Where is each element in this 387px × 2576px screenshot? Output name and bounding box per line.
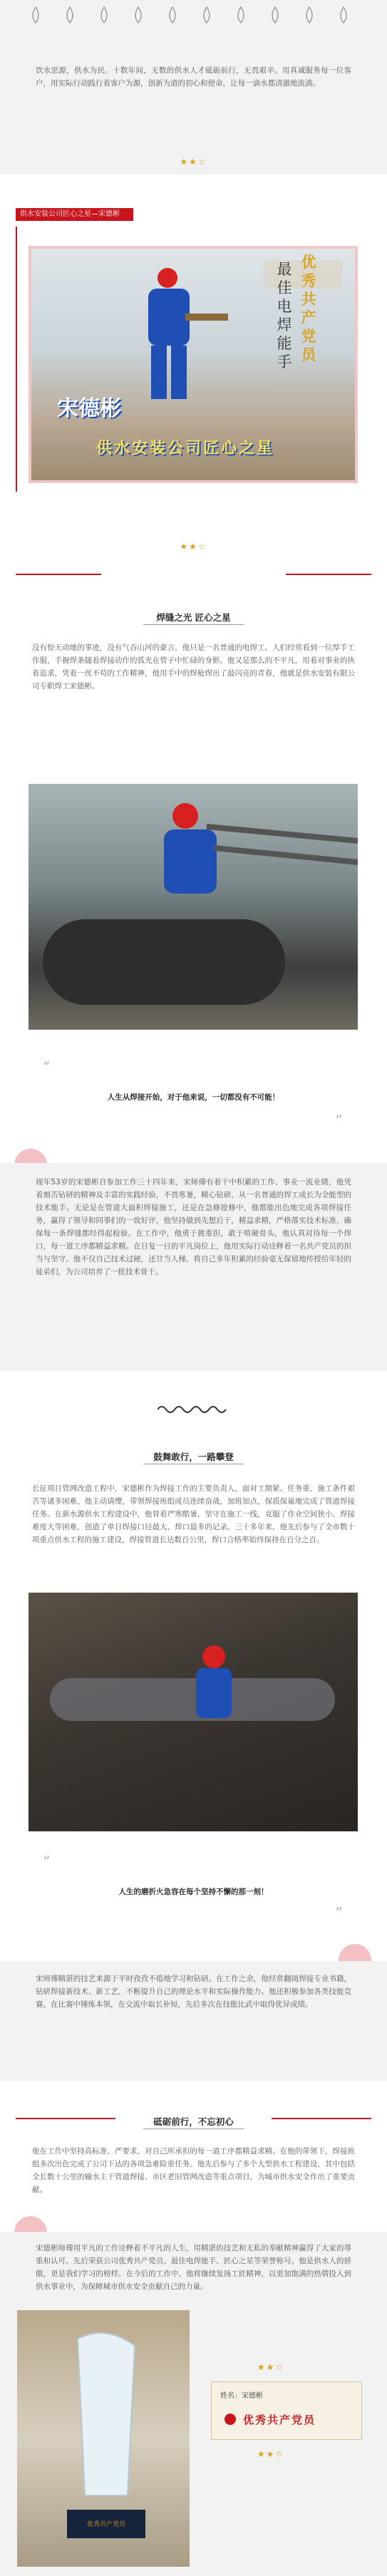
star-divider-icon: ★★☆ — [257, 2449, 285, 2459]
section6-paragraph: 宋德彬师傅用平凡的工作诠释着不平凡的人生，用精湛的技艺和无私的奉献精神赢得了大家的尊重和认可。先后荣获公司优秀共产党员、最佳电焊能手、匠心之星等荣誉称号。他是供水人的骄傲，更是我们学习的榜样。在今后的工作中，他将继续发扬工匠精神，以更加饱满的热情投入到供水事业中，为保障城市供水安全贡献自己的力量。 — [36, 2244, 351, 2291]
section3-title: 鼓舞敢行，一路攀登 — [153, 1452, 234, 1462]
certificate-name: 姓名：宋德彬 — [220, 2392, 263, 2400]
open-quote-icon: “ — [43, 1853, 51, 1870]
section1-title: 焊缝之光 匠心之星 — [156, 612, 231, 623]
party-emblem-icon — [225, 2414, 236, 2425]
certificate — [211, 2381, 362, 2440]
banner-tag: 供水安装公司匠心之星—宋德彬 — [16, 208, 133, 221]
section6-card — [0, 2232, 387, 2576]
red-divider — [286, 574, 371, 575]
banner-name: 宋德彬 — [57, 396, 121, 421]
water-drop-row — [29, 0, 358, 37]
excavation-photo — [29, 1593, 358, 1831]
trophy-label: 优秀共产党员 — [86, 2521, 125, 2528]
title-underline — [143, 2128, 244, 2129]
star-divider-icon: ★★☆ — [180, 157, 207, 167]
banner-vertical-honor-1: 优秀共产党员 — [301, 254, 316, 363]
intro-card — [0, 0, 387, 175]
open-quote-icon: “ — [43, 1058, 51, 1075]
title-underline — [143, 624, 244, 625]
star-divider-icon: ★★☆ — [180, 542, 207, 552]
pipe-welding-photo — [29, 784, 358, 1030]
intro-paragraph: 饮水思源，供水为民。十数年间，无数的供水人才砥砺前行，无畏艰辛。用真诚服务每一位客户，用实际行动践行着客户为源，创新为道的初心和使命，让每一滴水都清澈地流淌。 — [36, 66, 351, 88]
section5-paragraph: 他在工作中坚持高标准、严要求，对自己所承担的每一道工序都精益求精。在他的带领下，焊接班组多次出色完成了公司下达的各项急难险重任务。他先后参与了多个大型供水工程建设，其中包括全长数十公里的输水主干管道焊接、市区老旧管网改造等重点项目，为城市供水安全作出了重要贡献。 — [32, 2147, 355, 2194]
section1-quote: 人生从焊接开始，对于他来说，一切都没有不可能！ — [107, 1093, 280, 1102]
banner-slogan: 供水安装公司匠心之星 — [96, 440, 275, 457]
section4-paragraph: 宋师傅精湛的技艺来源于平时孜孜不倦地学习和钻研。在工作之余，他经常翻阅焊接专业书籍，钻研焊接新技术、新工艺，不断提升自己的理论水平和实际操作能力。他还积极参加各类技能竞赛，在比赛中锤炼本领，在交流中取长补短，先后多次在技能比武中取得优异成绩。 — [36, 1975, 351, 2009]
welder-figure-icon — [148, 268, 228, 399]
banner-vertical-honor-2: 最佳电焊能手 — [277, 261, 292, 371]
close-quote-icon: ” — [335, 1904, 343, 1921]
section3-quote: 人生的磨折火急容在每个坚持不懈的那一刻！ — [118, 1888, 269, 1896]
star-divider-icon: ★★☆ — [257, 2362, 285, 2372]
certificate-title: 优秀共产党员 — [243, 2414, 316, 2426]
trophy-photo — [17, 2310, 190, 2567]
wave-divider-icon — [158, 1402, 229, 1417]
section2-paragraph: 现年53岁的宋德彬自参加工作三十四年来，宋师傅有着干中积累的工作、事业一流业绩，他凭着刻苦钻研的精神及丰富的实践经验，不畏寒暑，精心钻研，从一名普通的焊工成长为全能型的技术能手。无论是在管道大面积焊接施工，还是在急修抢修中，他都能出色地完成各项焊接任务，赢得了领导和同事们的一致好评。他坚持做到先想后干，精益求精，严格落实技术标准，确保每一条焊缝都经得起检验。在工作中，他勇于挑重担，敢于啃硬骨头，他认真对待每一个焊口，每一道工序都精益求精。在日复一日的平凡岗位上，他用实际行动诠释着一名共产党员的担当与坚守。他不仅自己技术过硬，还甘当人梯，将自己多年积累的经验毫无保留地传授给年轻的徒弟们，为公司培养了一批技术骨干。 — [36, 1178, 351, 1276]
close-quote-icon: ” — [335, 1112, 343, 1129]
section5-title: 砥砺前行，不忘初心 — [153, 2116, 234, 2127]
banner-left-rule — [16, 227, 17, 492]
section4-card — [0, 1961, 387, 2081]
section1-paragraph: 没有惊天动地的事迹，没有气吞山河的豪言，他只是一名普通的电焊工。人们经常看到一位厚手工作服，手握焊条随着焊接动作的弧光在管子中忙碌的身影。他又是那么的不平凡，用着对事业的执着追求，凭着一丝不苟的工作精神，他用手中的焊枪焊出了最闪亮的青春，他就是供水安装有限公司专职焊工宋德彬。 — [32, 643, 355, 690]
section3-paragraph: 长征项目管网改造工程中，宋德彬作为焊接工作的主要负责人，面对工期紧、任务重、施工条件艰苦等诸多困难，他主动请缨，带领焊接班组成员连续奋战，加班加点，保质保量地完成了管道焊接任务。在新水源供水工程建设中，他冒着严寒酷暑，坚守在施工一线，克服了作业空间狭小、焊接难度大等困难，创造了单日焊接口径最大、焊口最多的记录。三十多年来，他先后参与了全市数十项重点供水工程的施工建设，焊接管道长达数百公里，焊口合格率始终保持在百分之百。 — [32, 1484, 355, 1544]
section2-card — [0, 1163, 387, 1371]
red-divider — [16, 574, 101, 575]
